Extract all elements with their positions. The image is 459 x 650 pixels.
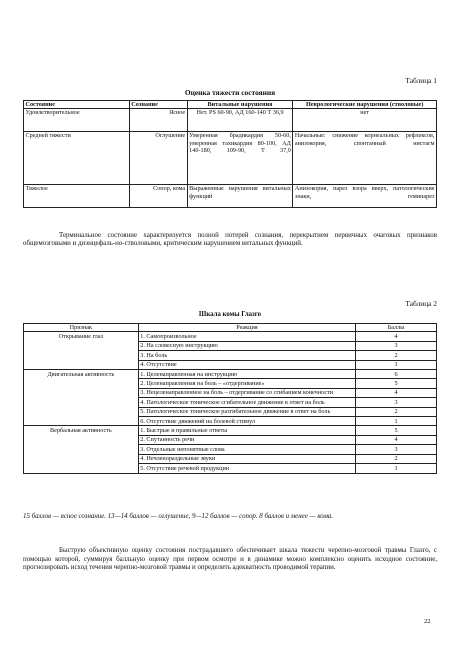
score-cell: 4	[356, 388, 437, 397]
table2-caption: Таблица 2	[405, 299, 437, 308]
table-row	[24, 426, 437, 435]
reaction-cell: 2. На словесную инструкцию	[138, 341, 355, 350]
reaction-cell: 1. Целенаправленная на инструкцию	[138, 370, 355, 379]
severity-table	[23, 100, 437, 208]
score-cell: 2	[356, 351, 437, 360]
score-cell: 5	[356, 426, 437, 435]
table-cell: Сопор, кома	[129, 185, 187, 208]
page-number: 22	[424, 618, 431, 625]
score-cell: 3	[356, 398, 437, 407]
reaction-cell: 1. Самопроизвольное	[138, 332, 355, 341]
score-cell: 4	[356, 332, 437, 341]
table-cell: Анизокория, парез взора вверх, патологические знаки, гемипарез	[293, 185, 437, 208]
table-cell: нет	[293, 109, 437, 132]
table2-title: Шкала комы Глазго	[198, 311, 262, 318]
column-header: Признак	[24, 324, 139, 332]
reaction-cell: 6. Отсутствие движений на болевой стимул	[138, 417, 355, 426]
score-cell: 6	[356, 370, 437, 379]
reaction-cell: 2. Целенаправленная на боль – «отдергивание»	[138, 379, 355, 388]
reaction-cell: 2. Спутанность речи	[138, 435, 355, 444]
column-header: Состояние	[24, 101, 130, 109]
column-header: Баллы	[356, 324, 437, 332]
paragraph-terminal-state: Терминальное состояние характеризуется полной потерей сознания, перекрытием первичных очаговых признаков общемозговыми и диэнцефаль-но-стволовыми, критическим нарушением витальных функций.	[23, 232, 437, 248]
reaction-cell: 4. Нечленораздельные звуки	[138, 454, 355, 463]
sign-cell: Двигательная активность	[24, 370, 139, 426]
table-cell: Начальные: снижение корнеальных рефлексов, анизокория, спонтанный нистагм	[293, 132, 437, 185]
sign-cell: Открывание глаз	[24, 332, 139, 370]
column-header: Сознание	[129, 101, 187, 109]
sign-cell: Вербальная активность	[24, 426, 139, 473]
table-row	[24, 132, 437, 185]
table-row	[24, 332, 437, 341]
score-cell: 1	[356, 464, 437, 473]
score-cell: 3	[356, 445, 437, 454]
table-cell: Ясное	[129, 109, 187, 132]
table-cell: Средней тяжести	[24, 132, 130, 185]
score-cell: 1	[356, 360, 437, 369]
paragraph-glasgow-scale: Быструю объективную оценку состояния пострадавшего обеспечивает шкала тяжести черепно-мозговой травмы Глазго, с помощью которой, суммируя балльную оценку при первом осмотре и в динамике можно комплексно оценить исходное состояние, прогнозировать исход течения черепно-мозговой травмы и определить адекватность проводимой терапии.	[23, 547, 437, 572]
column-header: Неврологические нарушения (стволовые)	[293, 101, 437, 109]
score-cell: 2	[356, 407, 437, 416]
column-header: Реакция	[138, 324, 355, 332]
table-cell: Выраженные нарушения витальных функций	[187, 185, 293, 208]
table-header-row	[24, 101, 437, 109]
score-cell: 2	[356, 454, 437, 463]
score-cell: 1	[356, 417, 437, 426]
table1-title: Оценка тяжести состояния	[184, 88, 276, 97]
reaction-cell: 4. Отсутствие	[138, 360, 355, 369]
table-cell: Оглушение	[129, 132, 187, 185]
table-cell: Умеренная брадикардия 50-60, умеренная тахикардия 80-100, АД 140-180, 109-90, Т 37,9	[187, 132, 293, 185]
score-cell: 5	[356, 379, 437, 388]
reaction-cell: 3. Отдельные непонятные слова	[138, 445, 355, 454]
reaction-cell: 3. Нецеленаправленное на боль – отдергивание со сгибанием конечности	[138, 388, 355, 397]
table-cell: Удовлетворительное	[24, 109, 130, 132]
reaction-cell: 5. Патологическое тоническое разгибательное движение в ответ на боль	[138, 407, 355, 416]
table1-caption: Таблица 1	[405, 76, 437, 85]
table-header-row	[24, 324, 437, 332]
table-row	[24, 370, 437, 379]
score-cell: 4	[356, 435, 437, 444]
column-header: Витальные нарушения	[187, 101, 293, 109]
reaction-cell: 4. Патологическое тоническое сгибательное движение в ответ на боль	[138, 398, 355, 407]
scale-interpretation-note: 15 баллов — ясное сознание. 13—14 баллов — оглушение, 9—12 баллов — сопор. 8 баллов и менее — кома.	[23, 513, 334, 520]
table-row	[24, 109, 437, 132]
score-cell: 3	[356, 341, 437, 350]
table-cell: Нет. PS 60-90, АД 160-140 Т 36,9	[187, 109, 293, 132]
reaction-cell: 3. На боль	[138, 351, 355, 360]
glasgow-coma-scale-table	[23, 323, 437, 474]
reaction-cell: 1. Быстрые и правильные ответы	[138, 426, 355, 435]
table-cell: Тяжелое	[24, 185, 130, 208]
table-row	[24, 185, 437, 208]
reaction-cell: 5. Отсутствие речевой продукции	[138, 464, 355, 473]
